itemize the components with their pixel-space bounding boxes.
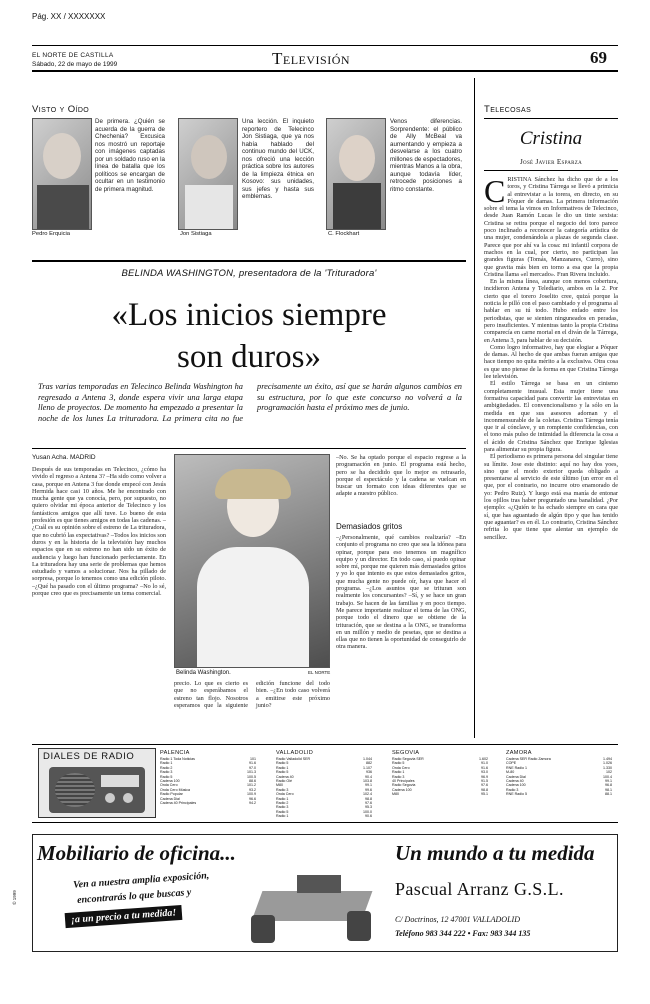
- station-name: COPE: [506, 761, 517, 766]
- station-frequency: 100.4: [603, 774, 612, 779]
- station-frequency: 882: [366, 761, 372, 766]
- interview-headline-line1: «Los inicios siempre: [111, 297, 387, 333]
- station-name: Radio 3: [506, 787, 519, 792]
- radio-region-name: ZAMORA: [506, 750, 532, 756]
- photo-pedro-erquicia: [32, 118, 92, 230]
- station-frequency: 102.4: [363, 792, 372, 797]
- station-name: Cadena 100: [392, 787, 412, 792]
- radio-region-palencia: [160, 750, 256, 820]
- station-name: RNE Radio 5: [506, 792, 527, 797]
- station-name: Radio Segovia SER: [392, 757, 424, 761]
- station-name: Radio 1: [276, 765, 289, 770]
- ad-headline-right: Un mundo a tu medida: [395, 841, 595, 865]
- station-name: RNE Radio 1: [506, 765, 527, 770]
- radio-region-segovia: [392, 750, 488, 820]
- caption-c-flockhart: C. Flockhart: [328, 231, 360, 237]
- station-frequency: 102: [606, 770, 612, 775]
- station-frequency: 1.494: [603, 757, 612, 761]
- station-name: 40 Principales: [392, 779, 415, 784]
- ad-box: [11, 834, 618, 952]
- telecosas-heading: Cristina: [519, 128, 583, 149]
- interview-col3a: –No. Se ha optado porque el espacio regrese a la programación en junio. El programa está hecho, pero se ha decidido que lo mejor es retrasarlo, porque el espectáculo y la cadena se vuelcan en buscar un formato con ideas diferentes que se adapte a nuestro público.: [336, 454, 466, 498]
- station-name: Radio 3: [160, 770, 173, 775]
- radio-title: DIALES DE RADIO: [43, 751, 135, 762]
- caption-jon-sistiaga: Jon Sistiaga: [180, 231, 212, 237]
- interview-col1: Después de sus temporadas en Telecinco, ¿cómo ha vivido el regreso a Antena 3? –Ha sido como volver a casa, porque en Antena 3 fue donde empecé con Jesús Hermida hace casi 10 años. Me he encontrado con mucha gente que ya conocía, pero, por supuesto, no quiero olvidar mi época anterior de Telecinco y los fantásticos amigos que allí tuve. Lo bueno de esta profesión es que tienes amigos en todas las cadenas. –¿Cuál es su opinión sobre el estreno de La trituradora, que no cubrió las expectativas? –Todos los inicios son duros y en la historia de la televisión hay muchos espacios que en su estreno no han sido un éxito de audiencia y luego han funcionado perfectamente. En La trituradora hay una serie de problemas que hemos estudiado y vamos a solucionar. Nos ha pillado de sorpresa, porque lo tenemos como una edición piloto. –¿Qué ha pasado con el último programa? –No lo sé, porque creo que es precisamente un tema comercial.: [32, 466, 166, 598]
- telecosas-title-rule: [484, 118, 618, 119]
- station-name: Radio 1: [392, 770, 405, 775]
- interview-lead: Tras varias temporadas en Telecinco Belinda Washington ha regresado a Antena 3, donde espera vivir una larga etapa lleno de proyectos. De momento ha empezado a presentar la noche de los lunes La trituradora. La primera cita no fue precisamente un éxito, así que se harán algunos cambios en su estructura, por lo que este concurso no volverá a la programación hasta el próximo mes de junio.: [38, 382, 462, 423]
- radio-region-name: SEGOVIA: [392, 750, 420, 756]
- telecosas-paragraph: En la misma línea, aunque con menos cobertura, incidieron Antena y Telediario, ambos en la 2. Por cierto que el torero Joselito cree, quizá porque la noticia le pilló con el paso cambiado y el programa al hablar en su tú todo. Hubo enfado entre los periodistas, que se sienten ninguneados en peradas, pero insuficientes. Y mientras tanto la propia Cristina comparecía en carne mortal en el diván de la Tárrega, en Antena 3, para hablar de su decisión.: [484, 278, 618, 344]
- photo-c-flockhart: [326, 118, 386, 230]
- interview-col2: precio. Lo que es cierto es que no esperábamos el estreno tan flojo. Nosotros esperamos que la siguiente edición funcione del todo bien. –¿En todo caso volverá a emitirse este próximo junio?: [174, 680, 330, 709]
- interview-headline-line2: son duros»: [177, 339, 321, 375]
- station-frequency: 96.6: [249, 796, 256, 801]
- section-title: Televisión: [272, 49, 351, 68]
- station-frequency: 91.5: [481, 779, 488, 784]
- station-frequency: 97.0: [249, 765, 256, 770]
- station-frequency: 96.8: [605, 783, 612, 788]
- telecosas-body: [484, 176, 618, 738]
- station-name: Radio Valladolid SER: [276, 757, 311, 761]
- station-frequency: 103.8: [363, 779, 372, 784]
- station-name: Cadena 40 Principales: [160, 801, 197, 806]
- visto-item-3-text: Venos diferencias. Sorprendente: el público de Ally McBeal va aumentando y empieza a desvelarse a los cuatro millones de espectadores, mientras Manos a la obra, aunque todavía líder, retrocede posiciones a ritmo constante.: [390, 118, 462, 193]
- interview-col3b: –¿Personalmente, qué cambios realizaría? –En conjunto el programa no creo que sea la idónea para opinar, porque para eso tenemos un magnífico equipo y un director. En todo caso, sí puedo opinar sobre mí, porque me quieren más demasiados gritos y yo lo que intento es que estos demasiados gritos, que mucha gente no puede oír, haya que hacer el programa. –¿Los asuntos que se trituran son realmente los concursantes? –Sí, y se hace un gran trabajo. Se hacen de las familias y en poco tiempo. Me parece importante realizar el tema de las ONG, porque todo el dinero que se obtiene de la trituración, que se destina a la ONG, se transforma en un millón y medio de pesetas, que se destina a ellas que no tienen la oportunidad de conseguirlo de otra manera.: [336, 534, 466, 651]
- telecosas-paragraph: Como logro informativo, hay que elogiar a Póquer de damas. Al hecho de que ambas fueran amigas que hace tiempo no quita mérito a la exclusiva. Otra cosa es que uno piense de la forma en que Cristina Tárrega lee televisión.: [484, 343, 618, 381]
- ad-headline-left: Mobiliario de oficina...: [37, 841, 236, 865]
- station-frequency: 97.6: [365, 801, 372, 806]
- radio-region-name: PALENCIA: [160, 750, 190, 756]
- station-name: Radio 1: [276, 796, 289, 801]
- station-frequency: 88.1: [605, 792, 612, 797]
- radio-station-row: [506, 792, 612, 796]
- photo-jon-sistiaga: [178, 118, 238, 230]
- newspaper-name: EL NORTE DE CASTILLA: [32, 52, 114, 59]
- caption-pedro-erquicia: Pedro Erquicia: [32, 231, 71, 237]
- header-bottom-rule: [32, 70, 618, 72]
- station-name: Radio 2: [276, 801, 289, 806]
- station-name: Onda Cero: [392, 765, 410, 770]
- station-frequency: 97.6: [481, 783, 488, 788]
- station-frequency: 936: [366, 770, 372, 775]
- header-top-rule: [32, 45, 618, 46]
- interview-author: Yusan Acha. MADRID: [32, 454, 96, 461]
- radio-top-rule: [32, 744, 618, 745]
- photo-credit: EL NORTE: [308, 670, 331, 675]
- station-name: Cadena 100: [506, 783, 526, 788]
- station-name: Radio 5: [276, 809, 289, 814]
- station-frequency: 1.044: [363, 757, 372, 761]
- station-frequency: 96.9: [481, 774, 488, 779]
- telecosas-dropcap: C: [484, 176, 506, 209]
- station-frequency: 1.602: [479, 757, 488, 761]
- radio-region-zamora: [506, 750, 612, 820]
- station-name: Cadena 40: [506, 779, 524, 784]
- radio-region-name: VALLADOLID: [276, 750, 314, 756]
- station-name: Cadena 40: [276, 774, 294, 779]
- station-name: Radio 1: [276, 814, 289, 819]
- visto-item-1-text: De primera. ¿Quién se acuerda de la guerra de Chechenia? Excusica nos mostró un reportaje con imágenes captadas por un soldado ruso en la línea de batalla que los políticos se encargan de ocultar en un testimonio de primera magnitud.: [95, 118, 165, 193]
- interview-subhead: Demasiados gritos: [336, 522, 403, 531]
- station-name: Cadena Dial: [506, 774, 526, 779]
- station-name: Onda Cero Música: [160, 787, 190, 792]
- telecosas-paragraph: El periodismo es primera persona del singular tiene su límite. Jose este distinto: aquí no hay dos yoes, sino que el modo exterior queda obligado a presentarse al servicio de este último (un error en el que, por el contrario, no incurre otro enamorado de yo: Pedro Ruiz). Y luego está esa manía de entonar los ojillos tras haber preguntado una banalidad. ¿Por ejemplo: «¿Quién te ha echado siempre en cara que sí, que has aguantado de algún tipo y que has tenido que aguantar? es en él. Lo contrario, Cristina Sánchez refrita lo que tiene que alentar un ejemplo de sencillez.: [484, 453, 618, 541]
- station-name: Radio 1 Toda Noticias: [160, 757, 195, 761]
- station-name: Radio Segovia: [392, 783, 416, 788]
- station-frequency: 101.3: [247, 770, 256, 775]
- radio-bottom-rule: [32, 822, 618, 823]
- station-frequency: 93.0: [481, 770, 488, 775]
- radio-region-valladolid: [276, 750, 372, 820]
- interview-top-rule: [32, 260, 466, 262]
- page-reference: Pág. XX / XXXXXXX: [32, 12, 106, 21]
- station-frequency: 93.2: [249, 787, 256, 792]
- station-name: Radio 5: [276, 761, 289, 766]
- ad-line2: encontrarás lo que buscas y: [76, 887, 192, 906]
- station-name: Radio Olé: [276, 779, 292, 784]
- station-frequency: 98.8: [365, 796, 372, 801]
- station-name: Radio Popular: [160, 792, 183, 797]
- ad-line1: Ven a nuestra amplia exposición,: [72, 870, 210, 891]
- station-frequency: 88.6: [249, 779, 256, 784]
- telecosas-divider: [474, 78, 475, 738]
- telecosas-byline-rule: [484, 170, 618, 171]
- station-name: Radio 3: [392, 774, 405, 779]
- station-frequency: 98.1: [605, 787, 612, 792]
- radio-station-row: [392, 792, 488, 796]
- station-name: Cadena Dial: [160, 796, 180, 801]
- ad-company: Pascual Arranz G.S.L.: [395, 879, 564, 899]
- station-name: Radio 3: [276, 805, 289, 810]
- visto-oido-title: Visto y Oído: [32, 104, 90, 115]
- station-name: M80: [392, 792, 399, 797]
- ad-side-code: © 1999: [11, 890, 17, 905]
- station-name: Radio 5: [160, 774, 173, 779]
- station-name: Cadena 100: [160, 779, 180, 784]
- station-frequency: 100.9: [247, 792, 256, 797]
- station-frequency: 99.1: [605, 779, 612, 784]
- photo-caption-belinda: Belinda Washington.: [176, 670, 231, 676]
- station-frequency: 90.4: [365, 774, 372, 779]
- station-frequency: 1.026: [603, 761, 612, 766]
- station-frequency: 100.0: [363, 809, 372, 814]
- station-name: Onda Cero: [160, 783, 178, 788]
- ad-address: C/ Doctrinos, 12 47001 VALLADOLID: [395, 915, 520, 924]
- radio-station-row: [276, 814, 372, 818]
- station-frequency: 94.2: [249, 801, 256, 806]
- station-frequency: 101.2: [247, 783, 256, 788]
- station-frequency: 1.330: [603, 765, 612, 770]
- station-name: Radio 3: [276, 787, 289, 792]
- office-furniture-image: [247, 871, 387, 947]
- page-number: 69: [590, 48, 607, 67]
- station-name: Cadena SER Radio Zamora: [506, 757, 551, 761]
- telecosas-byline: José Javier Esparza: [519, 158, 583, 166]
- station-frequency: 99.6: [365, 787, 372, 792]
- telecosas-paragraph: RISTINA Sánchez ha dicho que de a los toros, y Cristina Tárrega se llevó a primicia al entrevistar a la torera, en directo, en su Pòquer de damas. La primera información sobre el tema la vimos en Informativos de Telecinco, desde Juan Ramón Lucas le dio un tinte sexista: Cristina se retira porque el negocio del toro parece poco inclinado a reconocer la categoría artística de una mujer, condenándola a plazas de segunda clase. Parece que por ahí va la cosa: mi infantil corpora de machos en la cual, por cierto, no participan las grandes figuras (Tomás, Manzanares, Curro), sino que gravita más bien en torno a esa que la propia Cristina llama «el mercado». Fran Rivera incluido.: [484, 176, 618, 278]
- radio-station-row: [160, 801, 256, 805]
- visto-item-2-text: Una lección. El inquieto reportero de Telecinco Jon Sistiaga, que ya nos había hablado del continuo mundo del UCK, nos ofreció una lección práctica sobre los autores de la limpieza étnica en Kosovo: sus unidades, sus jefes y hasta sus emblemas.: [242, 118, 314, 200]
- station-name: Onda Cero: [276, 792, 294, 797]
- interview-kicker: BELINDA WASHINGTON, presentadora de la 'Trituradora': [121, 268, 377, 279]
- station-frequency: 100.5: [247, 774, 256, 779]
- telecosas-title: Telecosas: [484, 104, 532, 115]
- station-name: M80: [276, 783, 283, 788]
- station-name: Radio 5: [276, 770, 289, 775]
- photo-belinda-washington: [174, 454, 330, 668]
- station-frequency: 99.1: [365, 783, 372, 788]
- station-frequency: 101: [250, 757, 256, 761]
- station-name: Radio 5: [392, 761, 405, 766]
- radio-set-icon: [49, 767, 145, 813]
- station-frequency: 91.6: [249, 761, 256, 766]
- interview-lead-rule: [32, 448, 466, 449]
- station-frequency: 91.6: [481, 765, 488, 770]
- station-frequency: 91.0: [481, 761, 488, 766]
- issue-date: Sábado, 22 de mayo de 1999: [32, 61, 118, 68]
- station-frequency: 1.107: [363, 765, 372, 770]
- radio-box: [38, 748, 156, 818]
- telecosas-paragraph: El estilo Tárrega se basa en un cinismo completamente inusual. Esta mujer tiene una formativa capacidad para convertir las entrevistas en ambigüedades. El convencionalismo y la sólo en la medida en que sus asesores adornan y el inconmensurable de la coletas. Cristina Tárrega tenía que ir al cónclave, y un rompiente confidencias, con el tono más pulso de intimidad la diferencia la cosa a el ácido de Cristina Sánchez que Enrique Iglesias para alimentar su propia figura.: [484, 380, 618, 453]
- station-frequency: 90.6: [365, 814, 372, 819]
- station-frequency: 95.1: [481, 792, 488, 797]
- station-name: M-80: [506, 770, 515, 775]
- station-name: Radio 2: [160, 765, 173, 770]
- station-frequency: 95.3: [365, 805, 372, 810]
- station-name: Radio 1: [160, 761, 173, 766]
- ad-line3: ¡a un precio a tu medida!: [65, 905, 183, 928]
- ad-phone: Teléfono 983 344 222 • Fax: 983 344 135: [395, 929, 531, 938]
- station-frequency: 98.8: [481, 787, 488, 792]
